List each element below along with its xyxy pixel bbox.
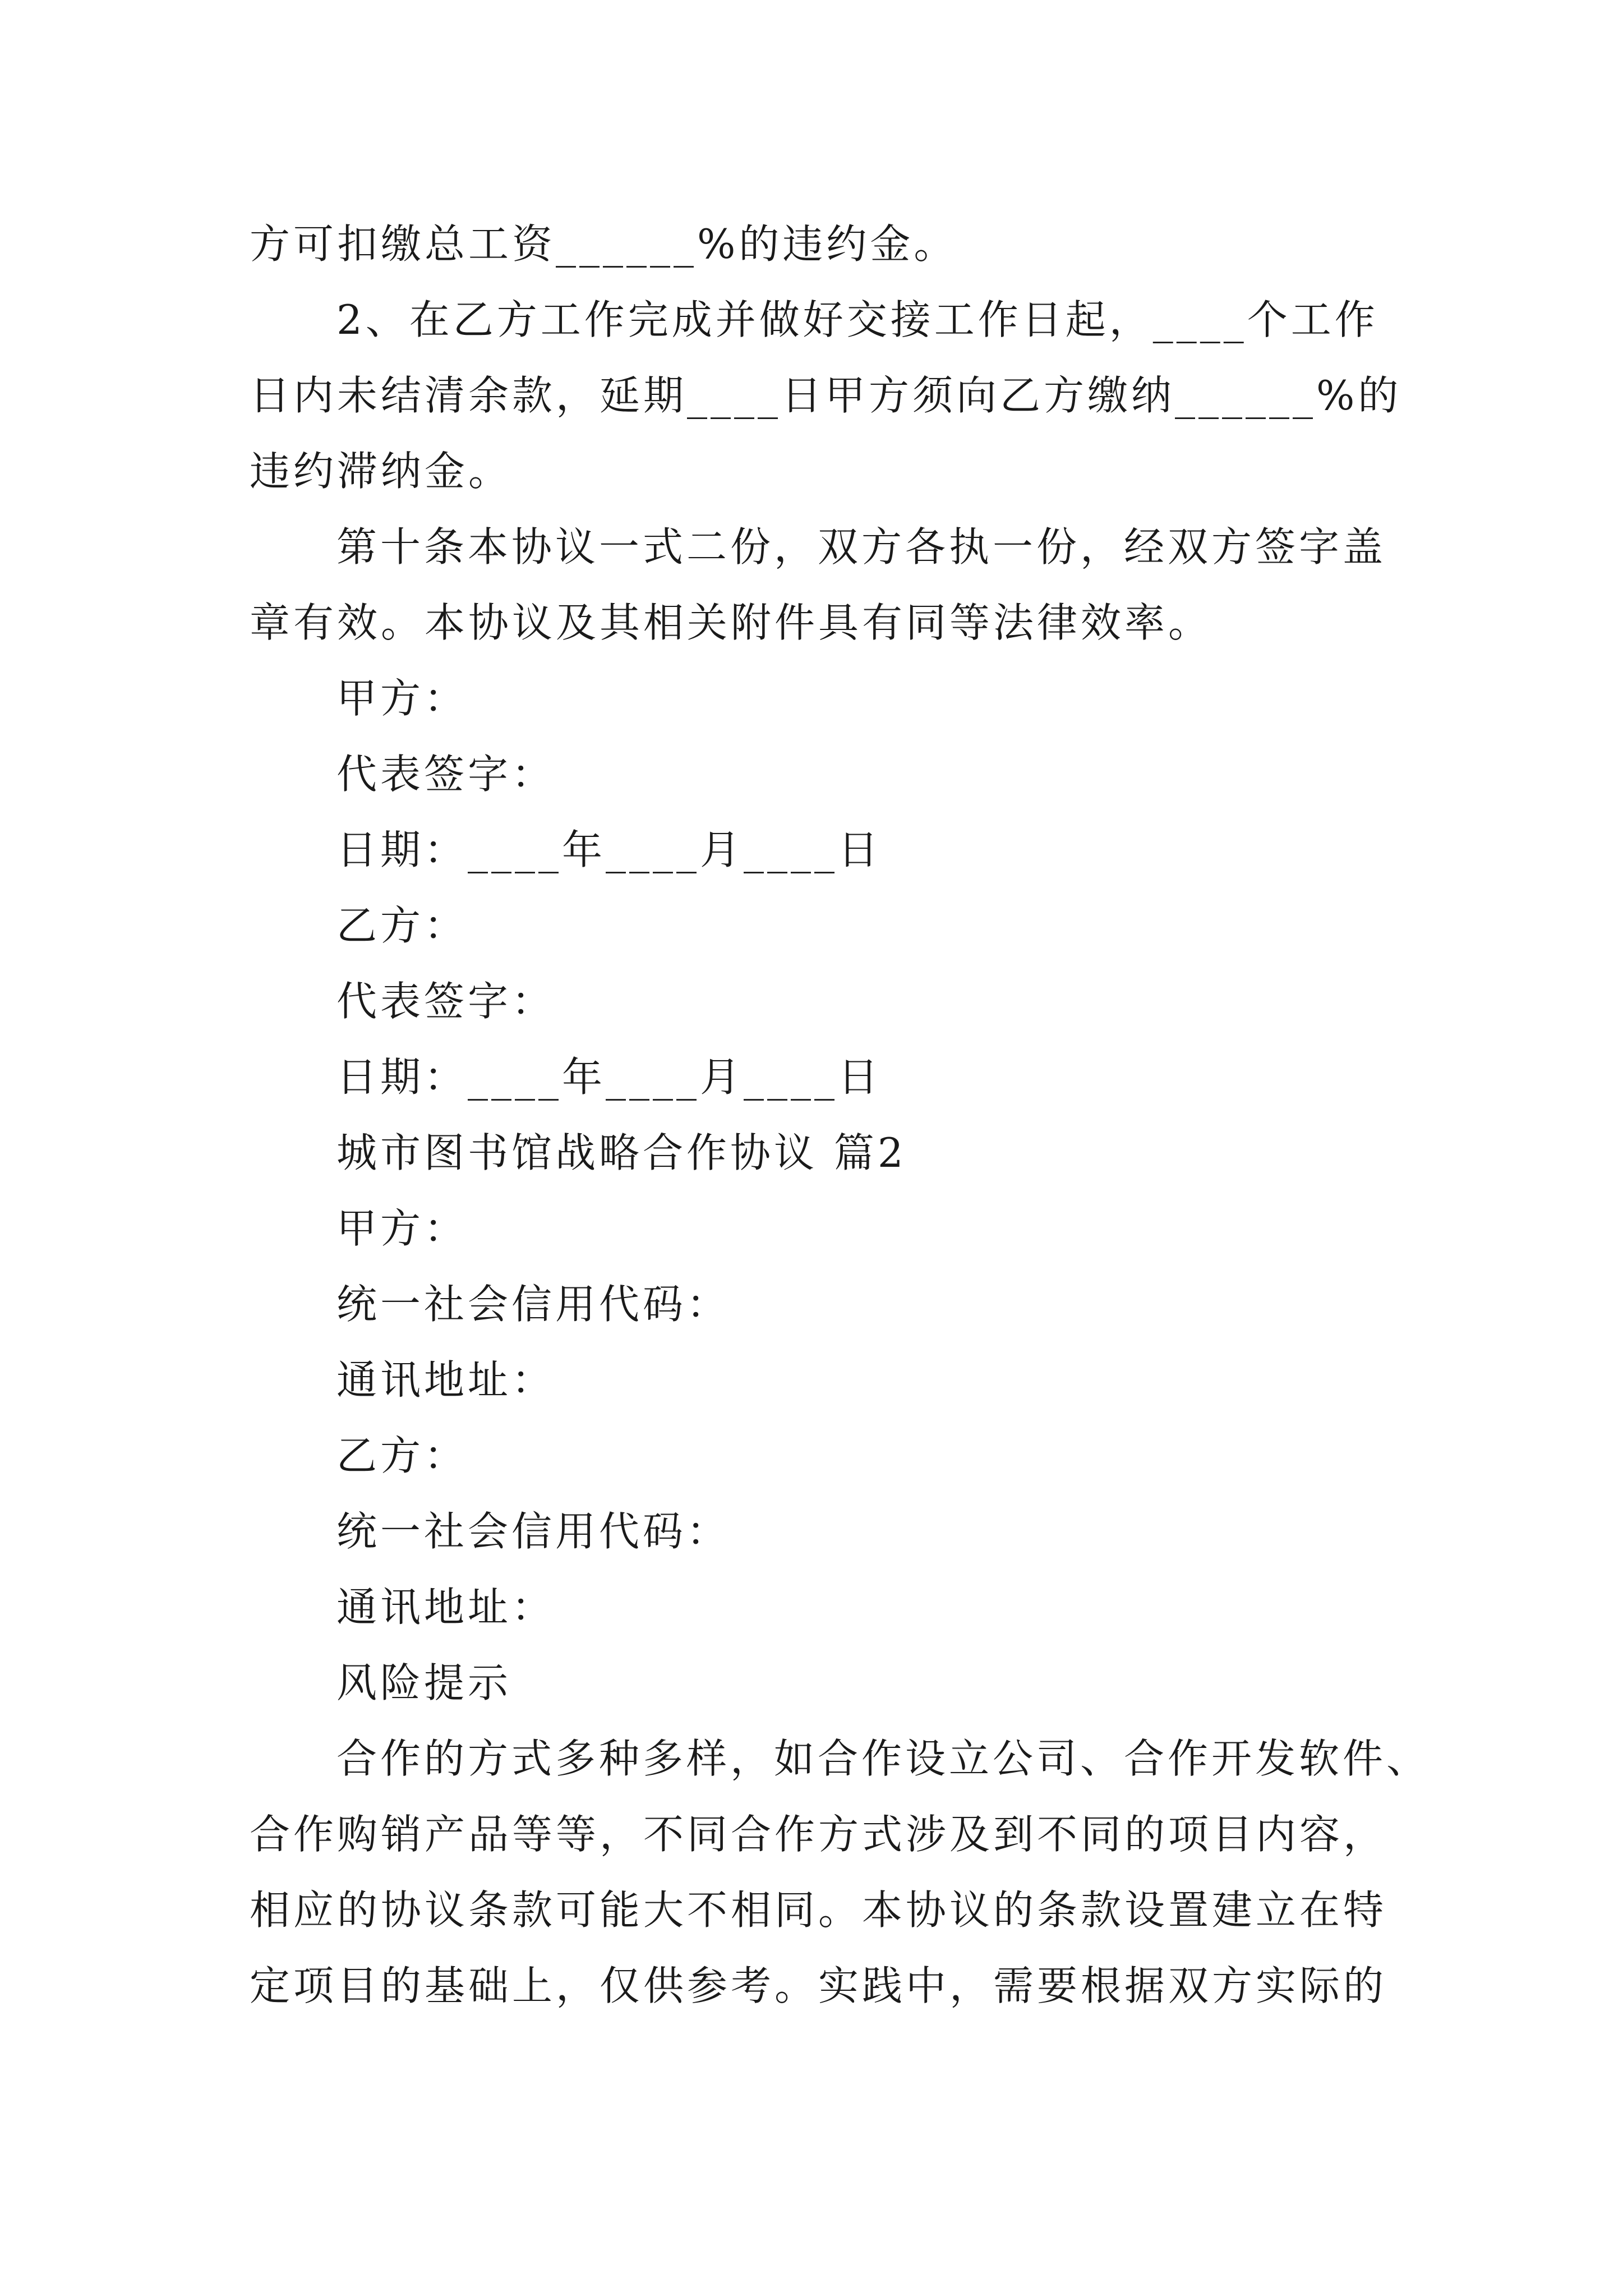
paragraph-line: 相应的协议条款可能大不相同。本协议的条款设置建立在特 [250, 1887, 1387, 1934]
credit-code-label: 统一社会信用代码： [336, 1508, 731, 1555]
paragraph-line: 方可扣缴总工资______%的违约金。 [250, 220, 958, 268]
risk-heading: 风险提示 [336, 1659, 512, 1706]
paragraph-line: 2、在乙方工作完成并做好交接工作日起，____个工作 [336, 296, 1378, 343]
date-line: 日期：____年____月____日 [336, 1053, 882, 1101]
party-a-label: 甲方： [336, 1205, 468, 1252]
party-b-label: 乙方： [336, 1432, 468, 1479]
paragraph-line: 章有效。本协议及其相关附件具有同等法律效率。 [250, 599, 1212, 646]
party-b-label: 乙方： [336, 902, 468, 949]
address-label: 通讯地址： [336, 1356, 556, 1404]
section-title: 城市图书馆战略合作协议 篇2 [336, 1129, 907, 1176]
paragraph-line: 合作购销产品等等，不同合作方式涉及到不同的项目内容， [250, 1811, 1387, 1858]
signature-label: 代表签字： [336, 978, 556, 1025]
paragraph-line: 第十条本协议一式二份，双方各执一份，经双方签字盖 [336, 523, 1387, 570]
paragraph-line: 合作的方式多种多样，如合作设立公司、合作开发软件、 [336, 1735, 1431, 1782]
signature-label: 代表签字： [336, 751, 556, 798]
credit-code-label: 统一社会信用代码： [336, 1281, 731, 1328]
paragraph-line: 日内未结清余款，延期____日甲方须向乙方缴纳______%的 [250, 372, 1402, 419]
paragraph-line: 违约滞纳金。 [250, 448, 513, 495]
party-a-label: 甲方： [336, 675, 468, 722]
date-line: 日期：____年____月____日 [336, 826, 882, 873]
address-label: 通讯地址： [336, 1584, 556, 1631]
paragraph-line: 定项目的基础上，仅供参考。实践中，需要根据双方实际的 [250, 1962, 1387, 2009]
